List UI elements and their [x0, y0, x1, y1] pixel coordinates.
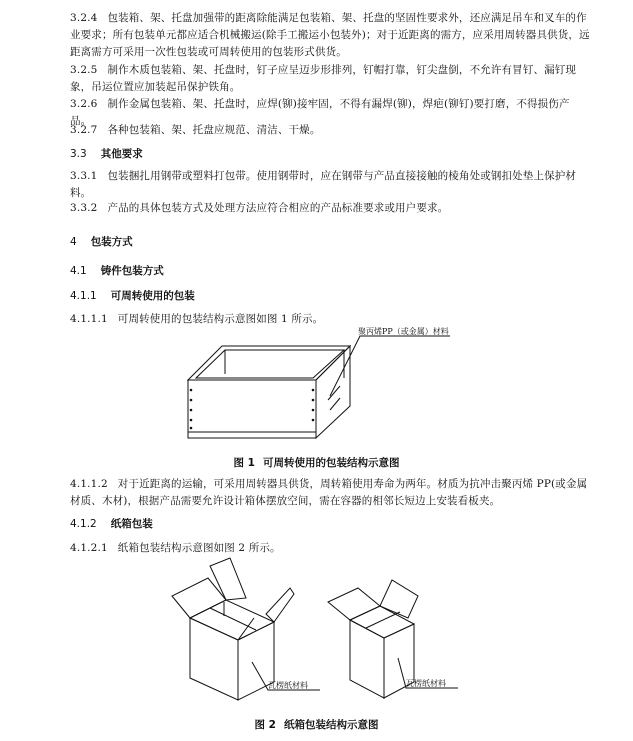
side-hatch [330, 398, 340, 410]
clause-number: 3.3.2 [70, 202, 98, 214]
paragraph-3-2-4 [70, 10, 590, 61]
container-rim-outer [188, 346, 350, 380]
clause-text: 制作金属包装箱、架、托盘时，应焊(铆)接牢固，不得有漏焊(铆)，焊疤(铆钉)要打磨，不得损伤产品。 [70, 98, 570, 127]
clause-text: 包装捆扎用钢带或塑料打包带。使用钢带时，应在钢带与产品直接接触的棱角处或钢扣处垫上保护材料。 [70, 170, 577, 199]
figure-caption-text: 可周转使用的包装结构示意图 [262, 457, 400, 469]
heading-4-1 [70, 263, 164, 280]
clause-number: 3.2.6 [70, 98, 98, 110]
figure-2-caption [0, 717, 633, 732]
heading-number: 3.3 [70, 148, 87, 160]
paragraph-4-1-1-1 [70, 311, 590, 328]
paragraph-3-3-2 [70, 200, 590, 217]
carton-left [172, 558, 320, 700]
clause-number: 4.1.2.1 [70, 542, 108, 554]
figure-1-container-drawing [180, 328, 460, 448]
carton-right-fold-line [366, 612, 400, 628]
carton-left-opening [190, 600, 274, 640]
carton-left-flap-right [266, 588, 294, 622]
heading-text: 纸箱包装 [110, 518, 153, 530]
heading-number: 4.1.2 [70, 518, 97, 530]
heading-4-1-1 [70, 288, 195, 305]
heading-text: 包装方式 [90, 236, 133, 248]
figure-caption-text: 纸箱包装结构示意图 [283, 719, 379, 731]
paragraph-3-2-7 [70, 122, 590, 139]
carton-right-top [350, 606, 414, 638]
figure-2-label-right: 瓦楞纸材料 [406, 679, 446, 688]
heading-text: 可周转使用的包装 [110, 290, 195, 302]
fastener-dots [190, 389, 315, 430]
clause-text: 对于近距离的运输，可采用周转器具供货，周转箱使用寿命为两年。材质为抗冲击聚丙烯 PP(或金属材质、木材)，根据产品需要允许设计箱体摆放空间，需在容器的相邻长短边上安装看板夹。 [70, 478, 588, 507]
figure-2-carton-drawing [170, 558, 490, 708]
figure-1-caption [0, 455, 633, 470]
clause-text: 制作木质包装箱、架、托盘时，钉子应呈迈步形排列，钉帽打靠，钉尖盘倒，不允许有冒钉、漏钉现象，吊运位置应加装起吊保护铁角。 [70, 64, 577, 93]
carton-right [328, 580, 458, 698]
clause-text: 包装箱、架、托盘加强带的距离除能满足包装箱、架、托盘的坚固性要求外，还应满足吊车和叉车的作业要求；所有包装单元都应适合机械搬运(除手工搬运小包装外)；对于近距离的需方，应采用周转器具供货，远距离需方可采用一次性包装或可周转使用的包装形式供货。 [70, 12, 590, 58]
figure-number: 图 1 [233, 457, 255, 469]
clause-text: 各种包装箱、架、托盘应规范、清洁、干燥。 [107, 124, 321, 136]
clause-number: 3.3.1 [70, 170, 98, 182]
clause-text: 纸箱包装结构示意图如图 2 所示。 [117, 542, 281, 554]
paragraph-4-1-1-2 [70, 476, 590, 510]
paragraph-4-1-2-1 [70, 540, 590, 557]
heading-text: 其他要求 [100, 148, 143, 160]
figure-2-label-left: 瓦楞纸材料 [268, 681, 308, 690]
carton-left-flap-front [238, 618, 254, 640]
heading-4 [70, 234, 133, 251]
clause-number: 4.1.1.2 [70, 478, 108, 490]
heading-3-3 [70, 146, 143, 163]
heading-text: 铸件包装方式 [100, 265, 164, 277]
carton-right-front [350, 620, 384, 698]
heading-4-1-2 [70, 516, 153, 533]
heading-number: 4.1 [70, 265, 87, 277]
container-front-face [188, 380, 316, 438]
heading-number: 4.1.1 [70, 290, 97, 302]
figure-1-material-label: 聚丙烯PP（或金属）材料 [358, 327, 449, 336]
clause-number: 3.2.5 [70, 64, 98, 76]
clause-text: 可周转使用的包装结构示意图如图 1 所示。 [117, 313, 324, 325]
clause-number: 3.2.7 [70, 124, 98, 136]
figure-number: 图 2 [254, 719, 276, 731]
clause-number: 4.1.1.1 [70, 313, 108, 325]
carton-left-flap-back [210, 558, 246, 600]
paragraph-3-3-1 [70, 168, 590, 202]
clause-text: 产品的具体包装方式及处理方法应符合相应的产品标准要求或用户要求。 [107, 202, 449, 214]
carton-left-inner-edge [210, 608, 256, 630]
carton-left-front [190, 618, 238, 700]
carton-right-flap-left [328, 588, 380, 620]
clause-number: 3.2.4 [70, 12, 98, 24]
heading-number: 4 [70, 236, 77, 248]
paragraph-3-2-5 [70, 62, 590, 96]
label-leader-line [330, 336, 450, 396]
